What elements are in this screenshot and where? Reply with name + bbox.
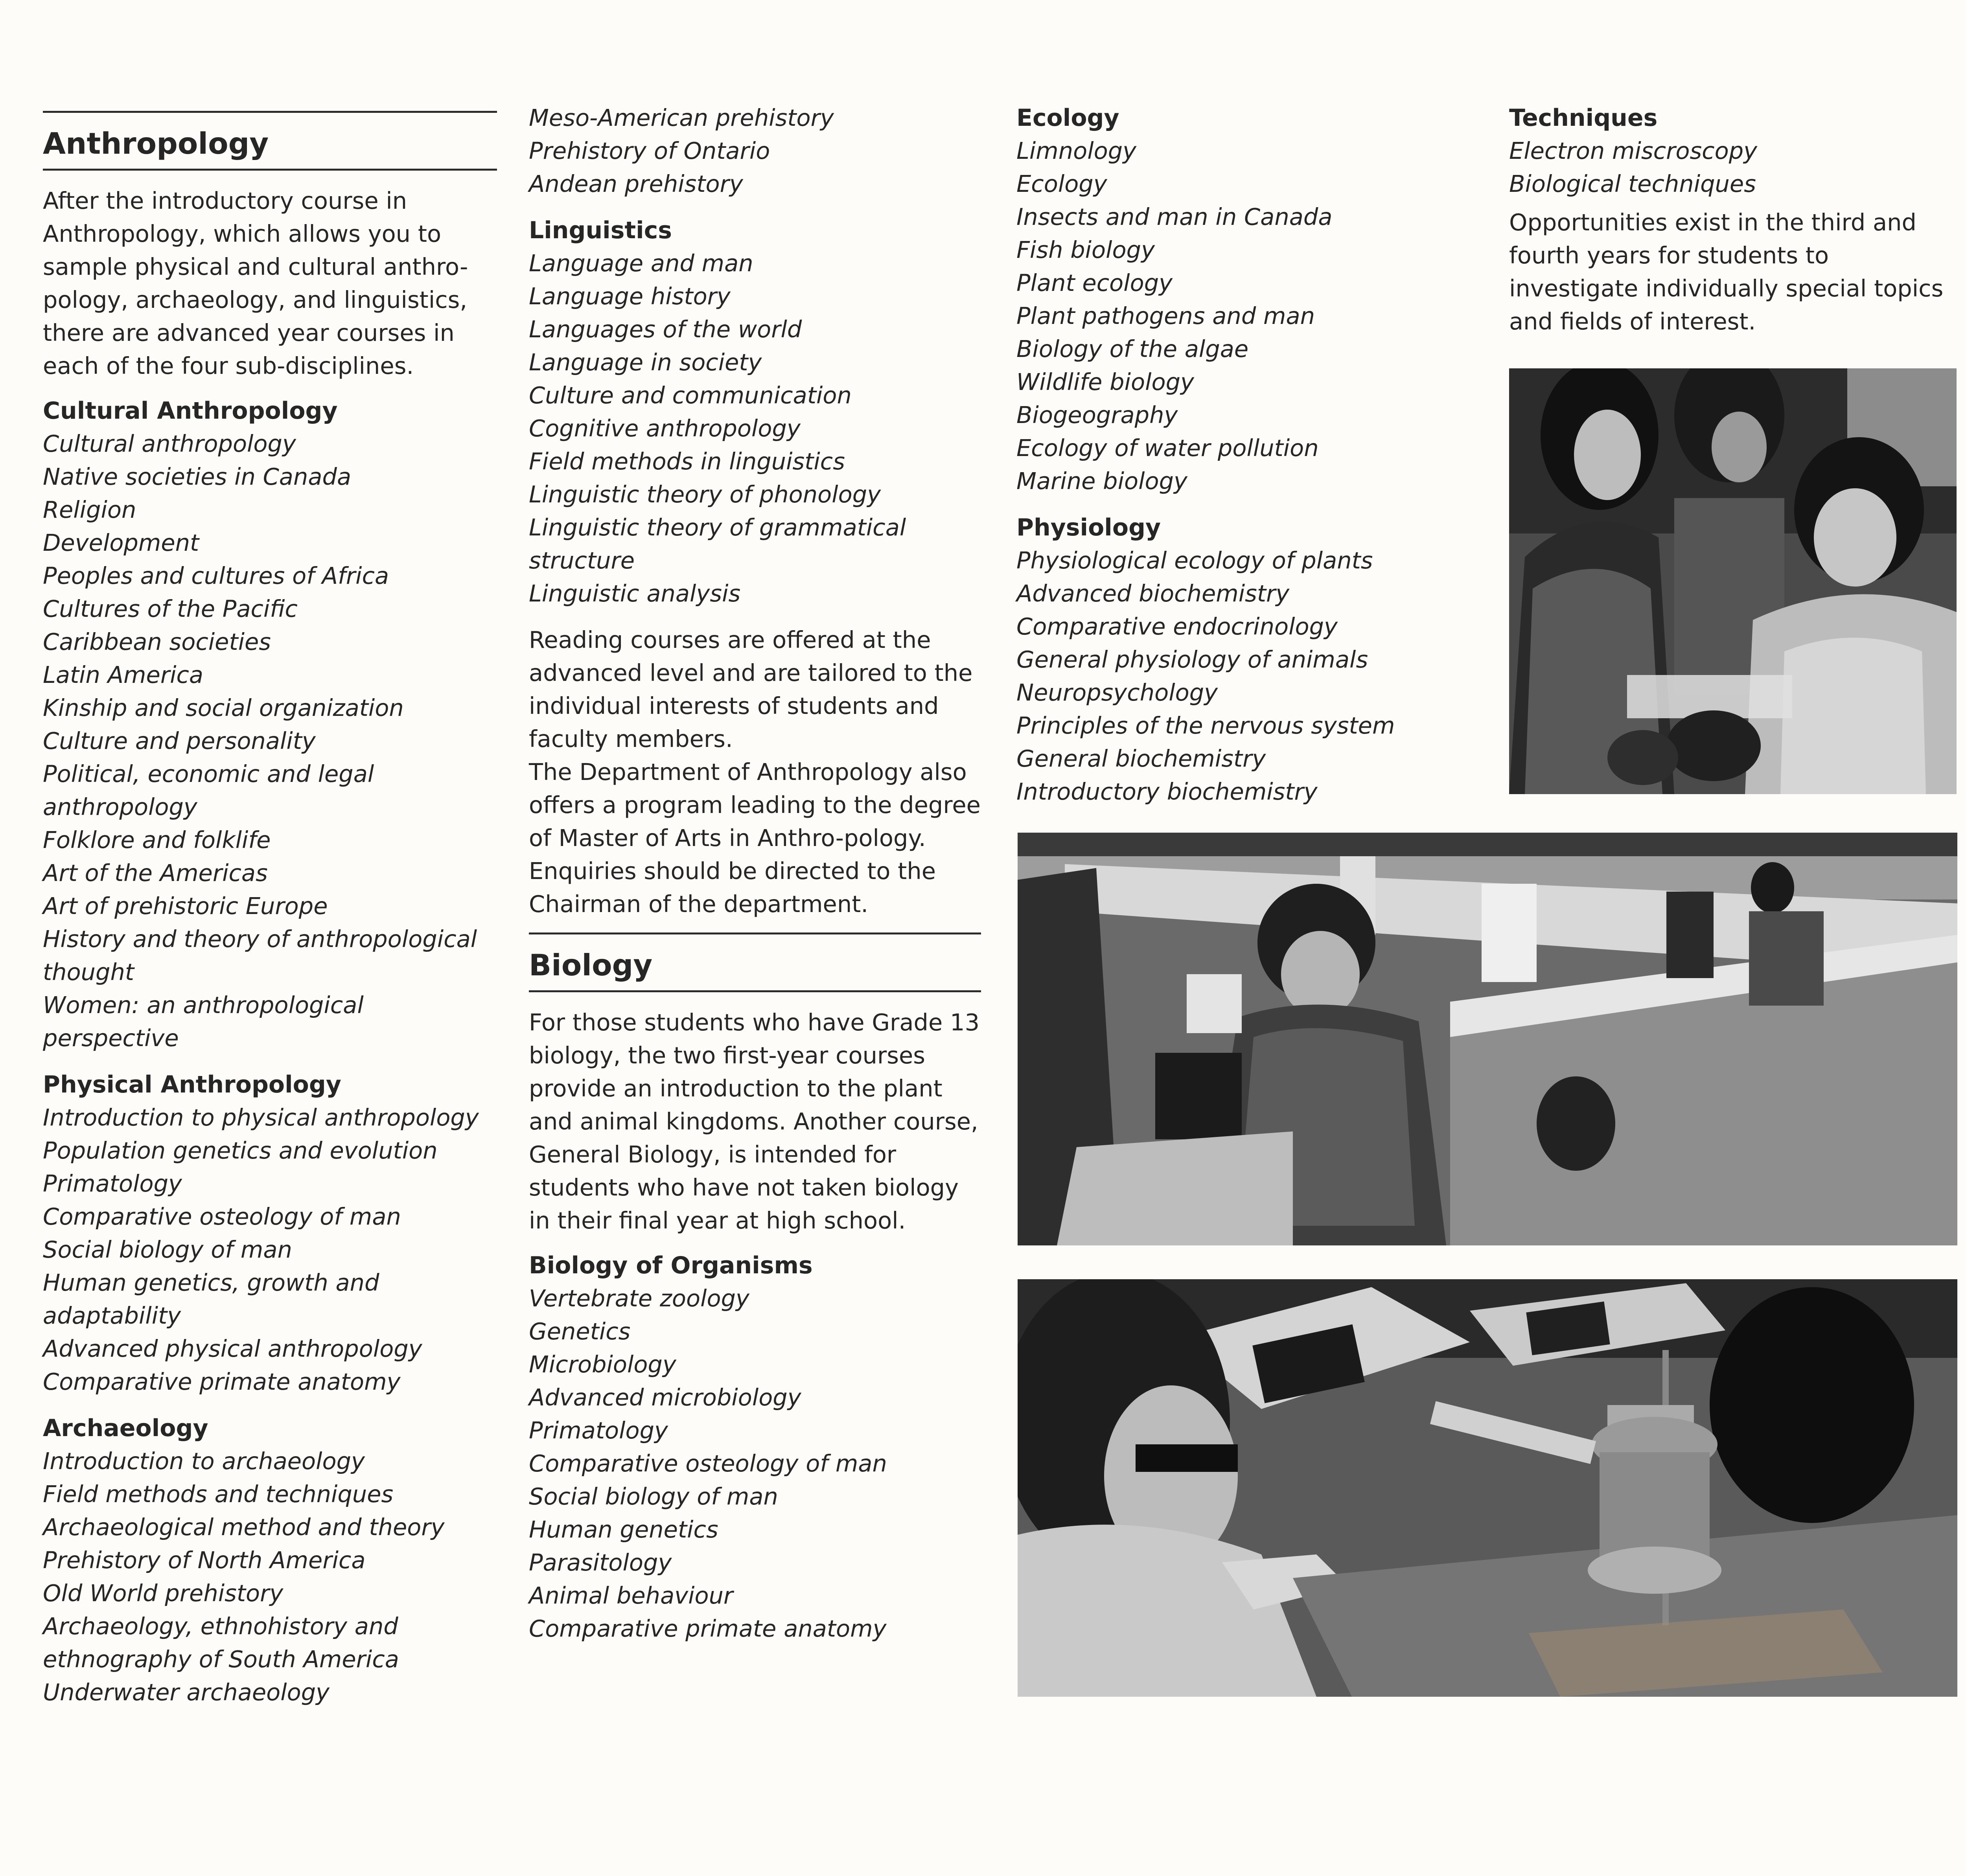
course-item: Development xyxy=(43,529,199,556)
course-item: Comparative primate anatomy xyxy=(529,1615,887,1642)
course-item: Latin America xyxy=(43,661,204,688)
course-item: Languages of the world xyxy=(529,316,802,343)
course-item: Kinship and social organization xyxy=(43,694,404,721)
course-item: Plant ecology xyxy=(1016,269,1173,296)
course-item: Primatology xyxy=(529,1417,668,1444)
column-4 xyxy=(1509,101,1965,350)
course-item: Peoples and cultures of Africa xyxy=(43,562,389,589)
archaeology-list xyxy=(43,1445,497,1709)
biology-of-organisms-list xyxy=(529,1282,981,1645)
ecology-list xyxy=(1016,134,1417,498)
biology-title: Biology xyxy=(529,948,653,982)
section-rule-bottom xyxy=(529,990,981,992)
course-item: Introductory biochemistry xyxy=(1016,778,1318,805)
course-item: Biological techniques xyxy=(1509,170,1756,197)
course-item: Underwater archaeology xyxy=(43,1679,330,1706)
anthropology-intro: After the introductory course in Anthropology, which allows you to sample physical and cultural anthro-pology, archaeology, and linguistics, there are advanced year courses in each of the four sub-disciplines. xyxy=(43,187,468,379)
ecology-heading: Ecology xyxy=(1016,104,1119,132)
course-item: Advanced physical anthropology xyxy=(43,1335,422,1362)
course-item: Caribbean societies xyxy=(43,628,271,655)
course-item: Cognitive anthropology xyxy=(529,415,801,442)
course-item: Art of the Americas xyxy=(43,859,268,887)
course-item: Linguistic theory of phonology xyxy=(529,481,881,508)
course-item: Marine biology xyxy=(1016,467,1187,495)
column-2 xyxy=(529,101,981,1659)
course-item: Women: an anthropological perspective xyxy=(43,991,364,1052)
course-item: Language history xyxy=(529,283,731,310)
course-item: Prehistory of Ontario xyxy=(529,137,770,164)
physiology-list xyxy=(1016,544,1417,808)
course-item: Language in society xyxy=(529,349,762,376)
course-item: Ecology xyxy=(1016,170,1107,197)
physical-anthropology-list xyxy=(43,1101,497,1398)
course-item: Comparative osteology of man xyxy=(529,1450,887,1477)
masters-program-paragraph: The Department of Anthropology also offers a program leading to the degree of Master of Arts in Anthro-pology. Enquiries should be directed to the Chairman of the department. xyxy=(529,758,981,918)
students-specimens-photo xyxy=(1509,368,1957,794)
course-item: Comparative osteology of man xyxy=(43,1203,401,1230)
course-item: Linguistic theory of grammatical structure xyxy=(529,514,906,574)
course-item: Culture and personality xyxy=(43,727,316,754)
course-item: Insects and man in Canada xyxy=(1016,203,1333,230)
column-3 xyxy=(1016,101,1417,822)
opportunities-paragraph: Opportunities exist in the third and fourth years for students to investigate individually special topics and fields of interest. xyxy=(1509,209,1944,335)
course-item: Comparative endocrinology xyxy=(1016,613,1338,640)
course-item: Neuropsychology xyxy=(1016,679,1218,706)
course-item: Limnology xyxy=(1016,137,1137,164)
course-item: Ecology of water pollution xyxy=(1016,434,1319,462)
physiology-heading: Physiology xyxy=(1016,514,1161,541)
course-item: Human genetics xyxy=(529,1516,718,1543)
course-item: Microbiology xyxy=(529,1351,676,1378)
course-item: Andean prehistory xyxy=(529,170,743,197)
course-item: Primatology xyxy=(43,1170,182,1197)
course-item: Religion xyxy=(43,496,136,523)
course-item: Native societies in Canada xyxy=(43,463,352,490)
course-item: Comparative primate anatomy xyxy=(43,1368,401,1395)
anthropology-title: Anthropology xyxy=(43,126,269,161)
course-item: Linguistic analysis xyxy=(529,580,741,607)
lab-apparatus-photo xyxy=(1018,1279,1957,1697)
linguistics-list xyxy=(529,247,981,610)
column-1 xyxy=(43,111,497,1722)
course-item: Wildlife biology xyxy=(1016,368,1194,395)
course-item: History and theory of anthropological thought xyxy=(43,925,477,986)
course-item: General physiology of animals xyxy=(1016,646,1368,673)
microscope-lab-photo xyxy=(1018,833,1957,1245)
course-item: Cultural anthropology xyxy=(43,430,296,457)
course-item: Vertebrate zoology xyxy=(529,1285,749,1312)
course-item: Political, economic and legal anthropology xyxy=(43,760,374,820)
course-item: Fish biology xyxy=(1016,236,1155,263)
course-item: Animal behaviour xyxy=(529,1582,733,1609)
course-item: Principles of the nervous system xyxy=(1016,712,1395,739)
course-item: Introduction to archaeology xyxy=(43,1447,365,1475)
course-item: Old World prehistory xyxy=(43,1580,283,1607)
biology-intro: For those students who have Grade 13 biology, the two first-year courses provide an introduction to the plant and animal kingdoms. Another course, General Biology, is intended for students who have not taken biology in their final year at high school. xyxy=(529,1009,980,1234)
course-item: Biogeography xyxy=(1016,401,1178,429)
course-item: Art of prehistoric Europe xyxy=(43,892,328,920)
course-item: Plant pathogens and man xyxy=(1016,302,1315,329)
archaeology-heading: Archaeology xyxy=(43,1414,208,1442)
physical-anthropology-heading: Physical Anthropology xyxy=(43,1071,341,1098)
course-item: Introduction to physical anthropology xyxy=(43,1104,479,1131)
cultural-anthropology-heading: Cultural Anthropology xyxy=(43,397,338,425)
course-item: Meso-American prehistory xyxy=(529,104,834,131)
course-item: Cultures of the Pacific xyxy=(43,595,298,622)
techniques-heading: Techniques xyxy=(1509,104,1658,132)
course-item: Parasitology xyxy=(529,1549,672,1576)
course-item: Genetics xyxy=(529,1318,631,1345)
course-item: Human genetics, growth and adaptability xyxy=(43,1269,379,1329)
course-item: Electron miscroscopy xyxy=(1509,137,1758,164)
techniques-list xyxy=(1509,134,1965,200)
course-item: General biochemistry xyxy=(1016,745,1266,772)
course-item: Population genetics and evolution xyxy=(43,1137,438,1164)
course-item: Advanced microbiology xyxy=(529,1384,801,1411)
course-item: Culture and communication xyxy=(529,382,852,409)
course-item: Language and man xyxy=(529,250,753,277)
reading-courses-paragraph: Reading courses are offered at the advanced level and are tailored to the individual interests of students and faculty members. xyxy=(529,626,973,752)
course-item: Social biology of man xyxy=(43,1236,292,1263)
linguistics-heading: Linguistics xyxy=(529,217,672,244)
cultural-anthropology-list xyxy=(43,427,497,1055)
course-item: Folklore and folklife xyxy=(43,826,271,853)
course-item: Archaeological method and theory xyxy=(43,1514,445,1541)
course-item: Field methods in linguistics xyxy=(529,448,845,475)
course-item: Biology of the algae xyxy=(1016,335,1249,362)
course-item: Advanced biochemistry xyxy=(1016,580,1290,607)
course-item: Social biology of man xyxy=(529,1483,778,1510)
section-rule-bottom xyxy=(43,169,497,171)
course-item: Physiological ecology of plants xyxy=(1016,547,1373,574)
archaeology-list-continued xyxy=(529,101,981,200)
course-item: Field methods and techniques xyxy=(43,1481,394,1508)
biology-of-organisms-heading: Biology of Organisms xyxy=(529,1252,813,1279)
course-item: Prehistory of North America xyxy=(43,1547,366,1574)
course-item: Archaeology, ethnohistory and ethnography of South America xyxy=(43,1613,399,1673)
